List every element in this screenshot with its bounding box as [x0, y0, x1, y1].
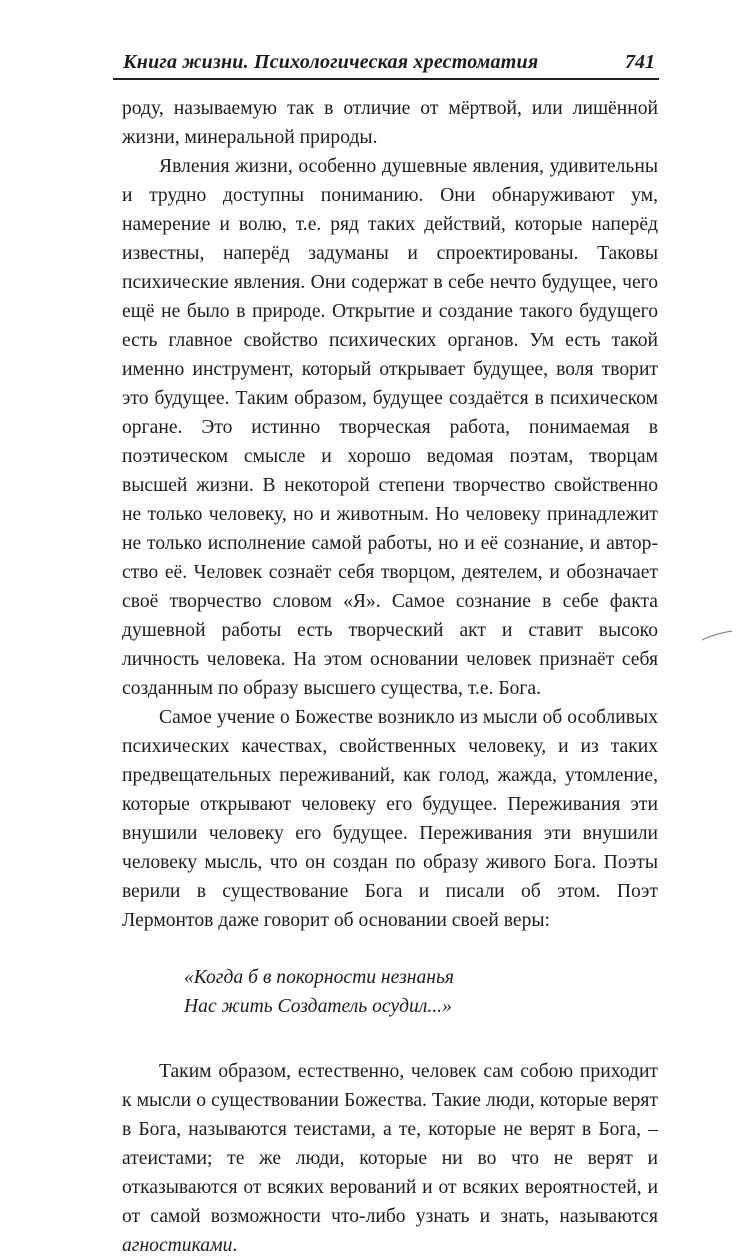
term-agnostics: агностиками [122, 1235, 233, 1256]
paragraph-continued: роду, называемую так в отличие от мёртвой, или лишённой жизни, минеральной природы. [122, 98, 658, 148]
paragraph-theists-atheists [122, 1057, 658, 1260]
margin-pencil-mark [700, 628, 734, 644]
running-title: Книга жизни. Психологическая хрестоматия [123, 51, 539, 73]
page-body [122, 94, 658, 1260]
paragraph-text: Таким образом, естественно, человек сам собою приходит к мысли о существовании Божества. Такие люди, которые верят в Бога, называются теистами, а те, которые не верят в Бога, – атеистами; те же люди, которые ни во что не верят и отказываются от всяких верований и от всяких вероятностей, и от самой возможности что-либо узнать и знать, называются [122, 1061, 658, 1227]
paragraph-phenomena-of-life: Явления жизни, особенно душевные явления, удивительны и трудно доступны пониманию. Они обнаруживают ум, намерение и волю, т.е. ряд таких действий, которые наперёд известны, наперёд задуманы и спроектированы. Таковы психические явления. Они содержат в себе нечто будущее, чего ещё не было в природе. Открытие и создание такого будущего есть главное свойство психических органов. Ум есть такой именно инструмент, который открывает будущее, воля творит это будущее. Таким образом, будущее создаётся в психическом органе. Это истинно творческая работа, понимаемая в поэтическом смысле и хорошо ведомая поэтам, творцам высшей жизни. В некоторой степени творчество свойственно не только человеку, но и животным. Но человеку принадлежит не только исполнение самой работы, но и её сознание, и авторство её. Человек сознаёт себя творцом, деятелем, и обозначает своё творчество словом «Я». Самое сознание в себе факта душевной работы есть творческий акт и ставит высоко личность человека. На этом основании человек признаёт себя созданным по образу высшего существа, т.е. Бога. [122, 156, 658, 699]
quote-line-2: Нас жить Создатель осудил...» [184, 996, 452, 1017]
running-header [113, 30, 659, 80]
page-number: 741 [625, 51, 655, 73]
quote-line-1: «Когда б в покорности незнанья [184, 967, 454, 988]
paragraph-doctrine-of-deity: Самое учение о Божестве возникло из мысли об особливых психических качествах, свойственных человеку, и из таких предвещательных переживаний, как голод, жажда, утомление, которые открывают человеку его будущее. Переживания эти внушили человеку его будущее. Переживания эти внушили человеку мысль, что он создан по образу живого Бога. Поэты верили в существование Бога и писали об этом. Поэт Лермонтов даже говорит об основании своей веры: [122, 707, 658, 931]
sentence-end: . [232, 1235, 238, 1256]
lermontov-quote [184, 963, 658, 1021]
